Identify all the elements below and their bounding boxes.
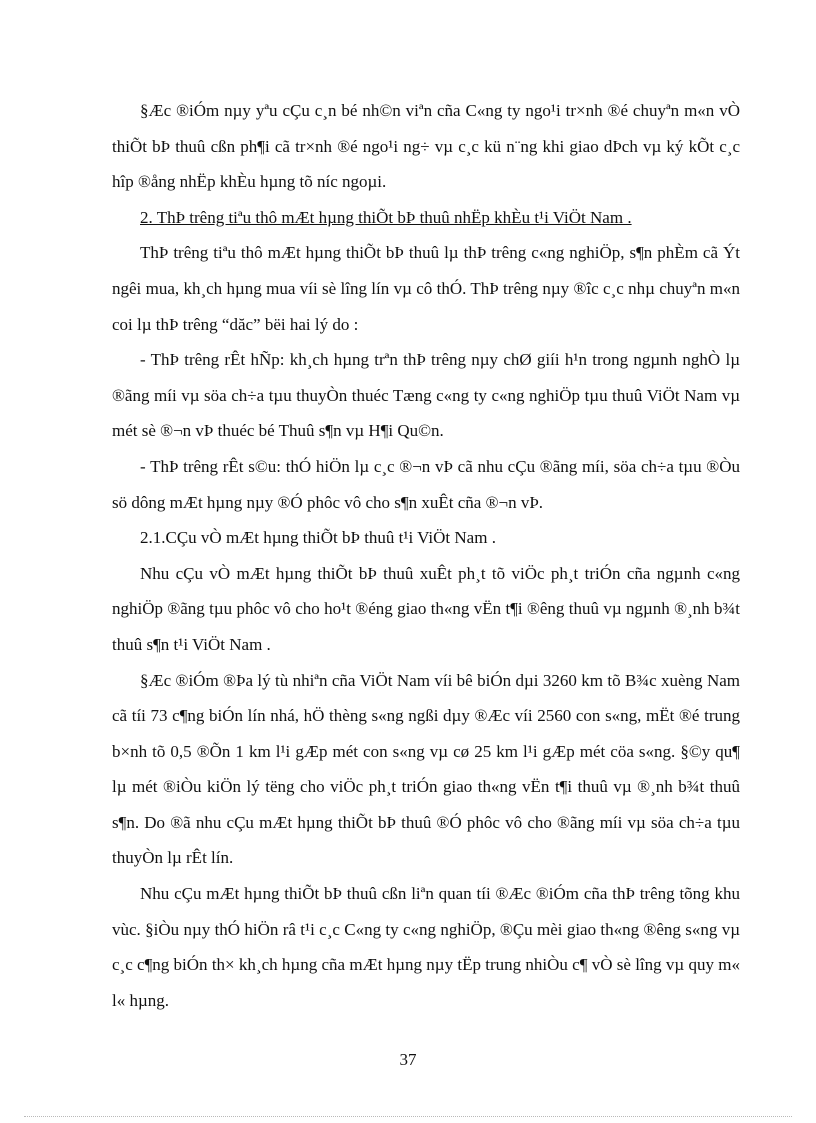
paragraph: ThÞ trêng tiªu thô mÆt hµng thiÕt bÞ thuû lµ thÞ trêng c«ng nghiÖp, s¶n phÈm cã Ýt ngêi mua, kh¸ch hµng mua víi sè lîng lín vµ cô thÓ. ThÞ trêng nµy ®îc c¸c nhµ chuyªn m«n coi lµ thÞ trêng “dăc” bëi hai lý do : bbox=[112, 243, 740, 334]
paragraph: §Æc ®iÓm ®Þa lý tù nhiªn cña ViÖt Nam víi bê biÓn dµi 3260 km tõ B¾c xuèng Nam cã tíi 73 c¶ng biÓn lín nhá, hÖ thèng s«ng ngßi dµy ®Æc víi 2560 con s«ng, mËt ®é trung b×nh tõ 0,5 ®Õn 1 km l¹i gÆp mét con s«ng vµ cø 25 km l¹i gÆp mét cöa s«ng. §©y qu¶ lµ mét ®iÒu kiÖn lý tëng cho viÖc ph¸t triÓn giao th«ng vËn t¶i thuû vµ ®¸nh b¾t thuû s¶n. Do ®ã nhu cÇu mÆt hµng thiÕt bÞ thuû ®Ó phôc vô cho ®ãng míi vµ söa ch÷a tµu thuyÒn lµ rÊt lín. bbox=[112, 670, 740, 868]
subsection-heading: 2.1.CÇu vÒ mÆt hµng thiÕt bÞ thuû t¹i ViÖt Nam . bbox=[140, 528, 496, 548]
body-text bbox=[112, 93, 740, 1018]
bullet-paragraph: - ThÞ trêng rÊt hÑp: kh¸ch hµng trªn thÞ trêng nµy chØ giíi h¹n trong ngµnh nghÒ lµ ®ãng míi vµ söa ch÷a tµu thuyÒn thuéc Tæng c«ng ty c«ng nghiÖp tµu thuû ViÖt Nam vµ mét sè ®¬n vÞ thuéc bé Thuû s¶n vµ H¶i Qu©n. bbox=[112, 350, 740, 441]
page-number: 37 bbox=[399, 1050, 417, 1069]
paragraph: Nhu cÇu vÒ mÆt hµng thiÕt bÞ thuû xuÊt ph¸t tõ viÖc ph¸t triÓn cña ngµnh c«ng nghiÖp ®ãng tµu phôc vô cho ho¹t ®éng giao th«ng vËn t¶i ®êng thuû vµ ngµnh ®¸nh b¾t thuû s¶n t¹i ViÖt Nam . bbox=[112, 563, 740, 654]
section-heading-text: 2. ThÞ trêng tiªu thô mÆt hµng thiÕt bÞ thuû nhËp khÈu t¹i ViÖt Nam . bbox=[140, 207, 632, 227]
bullet-paragraph: - ThÞ trêng rÊt s©u: thÓ hiÖn lµ c¸c ®¬n vÞ cã nhu cÇu ®ãng míi, söa ch÷a tµu ®Òu sö dông mÆt hµng nµy ®Ó phôc vô cho s¶n xuÊt cña ®¬n vÞ. bbox=[112, 456, 740, 512]
paragraph: Nhu cÇu mÆt hµng thiÕt bÞ thuû cßn liªn quan tíi ®Æc ®iÓm cña thÞ trêng tõng khu vùc. §iÒu nµy thÓ hiÖn râ t¹i c¸c C«ng ty c«ng nghiÖp, ®Çu mèi giao th«ng ®êng s«ng vµ c¸c c¶ng biÓn th× kh¸ch hµng cña mÆt hµng nµy tËp trung nhiÒu c¶ vÒ sè lîng vµ quy m« l« hµng. bbox=[112, 884, 740, 1010]
paragraph: §Æc ®iÓm nµy yªu cÇu c¸n bé nh©n viªn cña C«ng ty ngo¹i tr×nh ®é chuyªn m«n vÒ thiÕt bÞ thuû cßn ph¶i cã tr×nh ®é ngo¹i ng÷ vµ c¸c kü n¨ng khi giao dÞch vµ ký kÕt c¸c hîp ®ång nhËp khÈu hµng tõ níc ngoµi. bbox=[112, 101, 740, 192]
footer-divider bbox=[24, 1116, 792, 1117]
section-heading bbox=[112, 200, 740, 236]
